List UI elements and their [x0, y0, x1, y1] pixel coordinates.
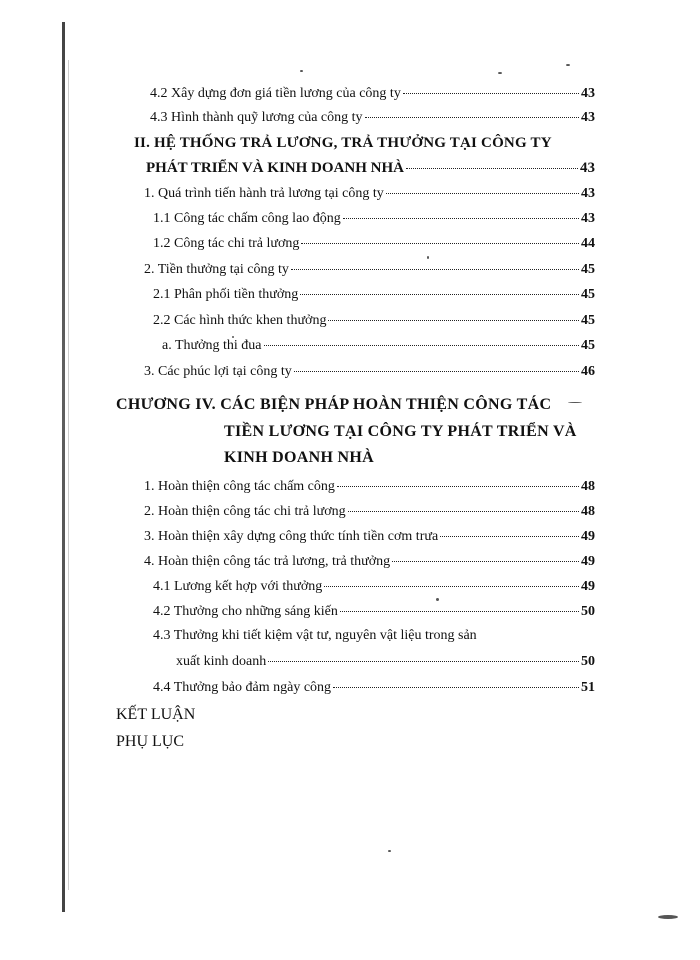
toc-entry: 2.1 Phân phối tiền thưởng 45 — [153, 287, 595, 302]
toc-entry: 4. Hoàn thiện công tác trả lương, trả thưởng 49 — [144, 554, 595, 569]
toc-entry: 4.4 Thưởng bảo đảm ngày công 51 — [153, 680, 595, 695]
scan-speck — [568, 402, 582, 403]
toc-entry: 2. Hoàn thiện công tác chi trả lương 48 — [144, 504, 595, 519]
scan-speck — [566, 64, 570, 66]
toc-entry: 1. Quá trình tiến hành trả lương tại công ty 43 — [144, 186, 595, 201]
toc-entry-wrapped: 4.3 Thưởng khi tiết kiệm vật tư, nguyên vật liệu trong sản — [153, 628, 477, 643]
scan-speck — [436, 598, 439, 601]
chapter-heading-line: TIỀN LƯƠNG TẠI CÔNG TY PHÁT TRIỂN VÀ — [224, 423, 577, 440]
chapter-heading-line: KINH DOANH NHÀ — [224, 449, 374, 466]
scan-speck — [300, 70, 303, 72]
toc-entry: 1.2 Công tác chi trả lương 44 — [153, 236, 595, 251]
binding-edge — [62, 22, 65, 912]
toc-entry: 4.2 Xây dựng đơn giá tiền lương của công ty 43 — [150, 86, 595, 101]
toc-entry: 2.2 Các hình thức khen thưởng 45 — [153, 313, 595, 328]
scan-speck — [498, 72, 502, 74]
toc-entry: 4.1 Lương kết hợp với thưởng 49 — [153, 579, 595, 594]
toc-entry: xuất kinh doanh 50 — [176, 654, 595, 669]
conclusion-heading: KẾT LUẬN — [116, 706, 196, 723]
toc-entry: 4.3 Hình thành quỹ lương của công ty 43 — [150, 110, 595, 125]
toc-entry: 1.1 Công tác chấm công lao động 43 — [153, 211, 595, 226]
section-heading: II. HỆ THỐNG TRẢ LƯƠNG, TRẢ THƯỞNG TẠI CÔNG TY — [134, 135, 552, 151]
scan-speck — [388, 850, 391, 852]
binding-shadow — [68, 60, 69, 890]
appendix-heading: PHỤ LỤC — [116, 733, 185, 750]
toc-entry: 1. Hoàn thiện công tác chấm công 48 — [144, 479, 595, 494]
scan-speck — [427, 256, 429, 259]
toc-entry: 4.2 Thưởng cho những sáng kiến 50 — [153, 604, 595, 619]
toc-entry: 3. Hoàn thiện xây dựng công thức tính tiền cơm trưa 49 — [144, 529, 595, 544]
scan-speck — [658, 915, 678, 919]
toc-entry: a. Thưởng thi đua 45 — [162, 338, 595, 353]
toc-entry: 2. Tiền thưởng tại công ty 45 — [144, 262, 595, 277]
toc-entry: 3. Các phúc lợi tại công ty 46 — [144, 364, 595, 379]
chapter-heading: CHƯƠNG IV. CÁC BIỆN PHÁP HOÀN THIỆN CÔNG TÁC — [116, 396, 552, 413]
section-heading-line: PHÁT TRIỂN VÀ KINH DOANH NHÀ 43 — [146, 160, 595, 176]
